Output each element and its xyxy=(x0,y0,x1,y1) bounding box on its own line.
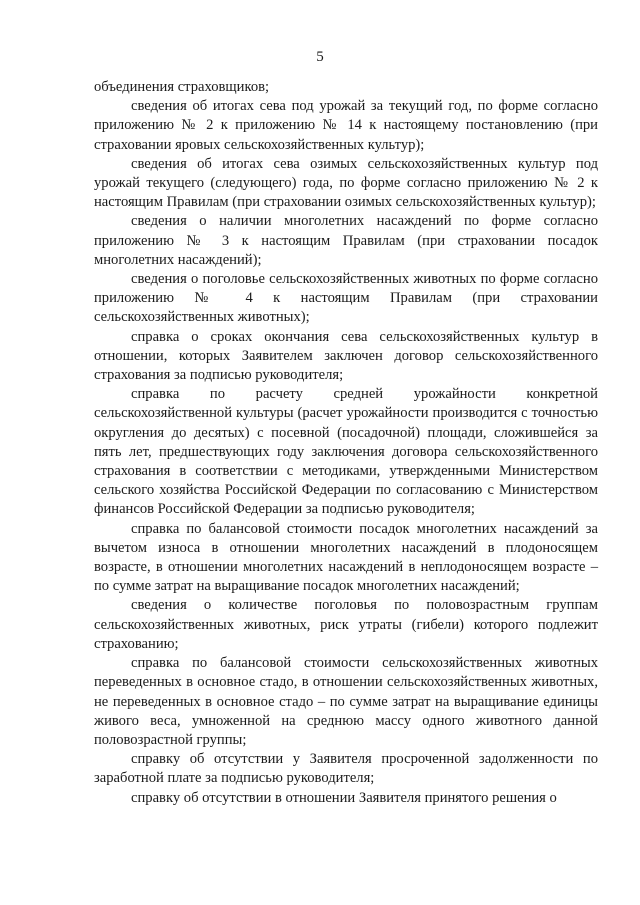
paragraph-5: сведения о поголовье сельскохозяйственных животных по форме согласно приложению № 4 к настоящим Правилам (при страховании сельскохозяйственных животных); xyxy=(94,271,598,326)
paragraph-8: справка по балансовой стоимости посадок многолетних насаждений за вычетом износа в отношении многолетних насаждений в плодоносящем возрасте, в отношении многолетних насаждений в неплодоносящем возрасте – по сумме затрат на выращивание посадок многолетних насаждений; xyxy=(94,520,598,595)
paragraph-7: справка по расчету средней урожайности конкретной сельскохозяйственной культуры (расчет урожайности производится с точностью округления до десятых) с посевной (посадочной) площади, сложившейся за пять лет, предшествующих году заключения договора сельскохозяйственного страхования в соответствии с методиками, утвержденными Министерством сельского хозяйства Российской Федерации по согласованию с Министерством финансов Российской Федерации за подписью руководителя; xyxy=(94,386,598,518)
paragraph-4: сведения о наличии многолетних насаждений по форме согласно приложению № 3 к настоящим Правилам (при страховании посадок многолетних насаждений); xyxy=(94,213,598,268)
paragraph-2: сведения об итогах сева под урожай за текущий год, по форме согласно приложению № 2 к приложению № 14 к настоящему постановлению (при страховании яровых сельскохозяйственных культур); xyxy=(94,98,598,153)
paragraph-10: справка по балансовой стоимости сельскохозяйственных животных переведенных в основное стадо, в отношении сельскохозяйственных животных, не переведенных в основное стадо – по сумме затрат на выращивание единицы живого веса, умноженной на среднюю массу одного животного данной половозрастной группы; xyxy=(94,655,598,748)
paragraph-3: сведения об итогах сева озимых сельскохозяйственных культур под урожай текущего (следующего) года, по форме согласно приложению № 2 к настоящим Правилам (при страховании озимых сельскохозяйственных культур); xyxy=(94,155,598,211)
document-body xyxy=(94,78,598,808)
page-number: 5 xyxy=(316,49,324,65)
paragraph-6: справка о сроках окончания сева сельскохозяйственных культур в отношении, которых Заявителем заключен договор сельскохозяйственного страхования за подписью руководителя; xyxy=(94,328,598,384)
paragraph-9: сведения о количестве поголовья по половозрастным группам сельскохозяйственных животных, риск утраты (гибели) которого подлежит страхованию; xyxy=(94,597,598,652)
paragraph-11: справку об отсутствии у Заявителя просроченной задолженности по заработной плате за подписью руководителя; xyxy=(94,751,598,787)
paragraph-12: справку об отсутствии в отношении Заявителя принятого решения о xyxy=(131,789,557,806)
paragraph-1: объединения страховщиков; xyxy=(94,79,270,95)
